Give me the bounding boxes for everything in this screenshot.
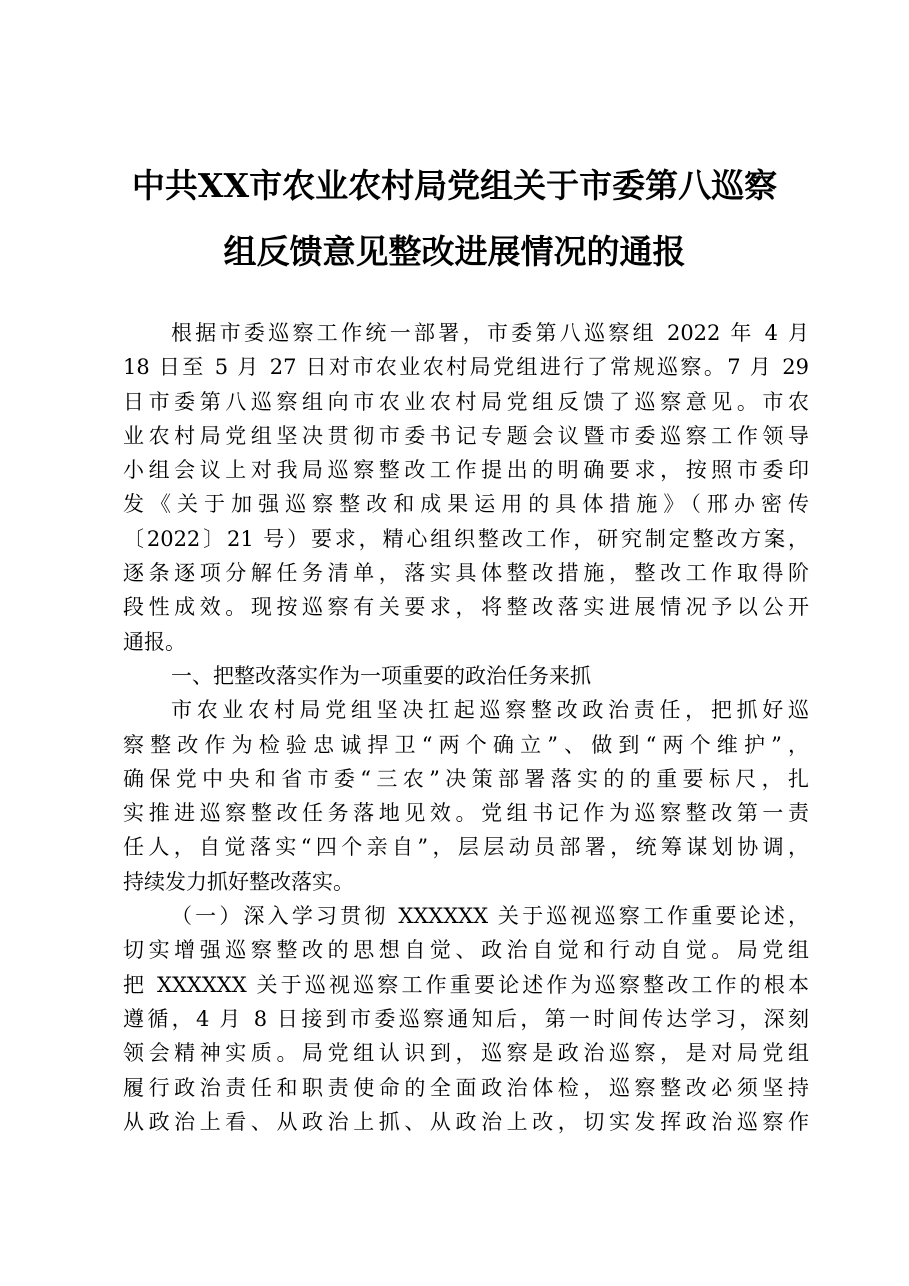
body-line: 任人，自觉落实“四个亲自”，层层动员部署，统筹谋划协调， <box>123 835 809 860</box>
body-line: 逐条逐项分解任务清单，落实具体整改措施，整改工作取得阶 <box>123 561 809 586</box>
body-line: 履行政治责任和职责使命的全面政治体检，巡察整改必须坚持 <box>123 1075 809 1100</box>
body-line: 小组会议上对我局巡察整改工作提出的明确要求，按照市委印 <box>123 458 809 483</box>
body-line: 段性成效。现按巡察有关要求，将整改落实进展情况予以公开 <box>123 595 809 620</box>
body-line: 遵循，4 月 8 日接到市委巡察通知后，第一时间传达学习，深刻 <box>123 1006 809 1031</box>
body-line: 日市委第八巡察组向市农业农村局党组反馈了巡察意见。市农 <box>123 389 809 414</box>
document-title-line-2: 组反馈意见整改进展情况的通报 <box>223 232 686 271</box>
body-line: 确保党中央和省市委“三农”决策部署落实的的重要标尺，扎 <box>123 766 809 791</box>
document-body <box>123 316 809 1139</box>
body-line: 发《关于加强巡察整改和成果运用的具体措施》（邢办密传 <box>123 492 809 517</box>
body-line: 把 XXXXXX 关于巡视巡察工作重要论述作为巡察整改工作的根本 <box>123 972 809 997</box>
body-line: 市农业农村局党组坚决扛起巡察整改政治责任，把抓好巡 <box>171 698 809 723</box>
body-line: （一）深入学习贯彻 XXXXXX 关于巡视巡察工作重要论述， <box>171 904 809 929</box>
body-line: 领会精神实质。局党组认识到，巡察是政治巡察，是对局党组 <box>123 1041 809 1066</box>
body-line: 〔2022〕21 号）要求，精心组织整改工作，研究制定整改方案， <box>123 526 809 551</box>
body-line: 18 日至 5 月 27 日对市农业农村局党组进行了常规巡察。7 月 29 <box>123 355 809 380</box>
body-line: 切实增强巡察整改的思想自觉、政治自觉和行动自觉。局党组 <box>123 938 809 963</box>
body-line: 从政治上看、从政治上抓、从政治上改，切实发挥政治巡察作 <box>123 1109 809 1134</box>
body-line: 持续发力抓好整改落实。 <box>123 869 354 894</box>
body-line: 察整改作为检验忠诚捍卫“两个确立”、做到“两个维护”， <box>123 732 809 757</box>
body-line: 业农村局党组坚决贯彻市委书记专题会议暨市委巡察工作领导 <box>123 423 809 448</box>
body-line: 实推进巡察整改任务落地见效。党组书记作为巡察整改第一责 <box>123 801 809 826</box>
body-line: 根据市委巡察工作统一部署，市委第八巡察组 2022 年 4 月 <box>171 321 809 345</box>
body-line: 通报。 <box>123 629 186 654</box>
body-line: 一、把整改落实作为一项重要的政治任务来抓 <box>171 663 591 688</box>
document-title-line-1: 中共XX市农业农村局党组关于市委第八巡察 <box>131 166 778 205</box>
